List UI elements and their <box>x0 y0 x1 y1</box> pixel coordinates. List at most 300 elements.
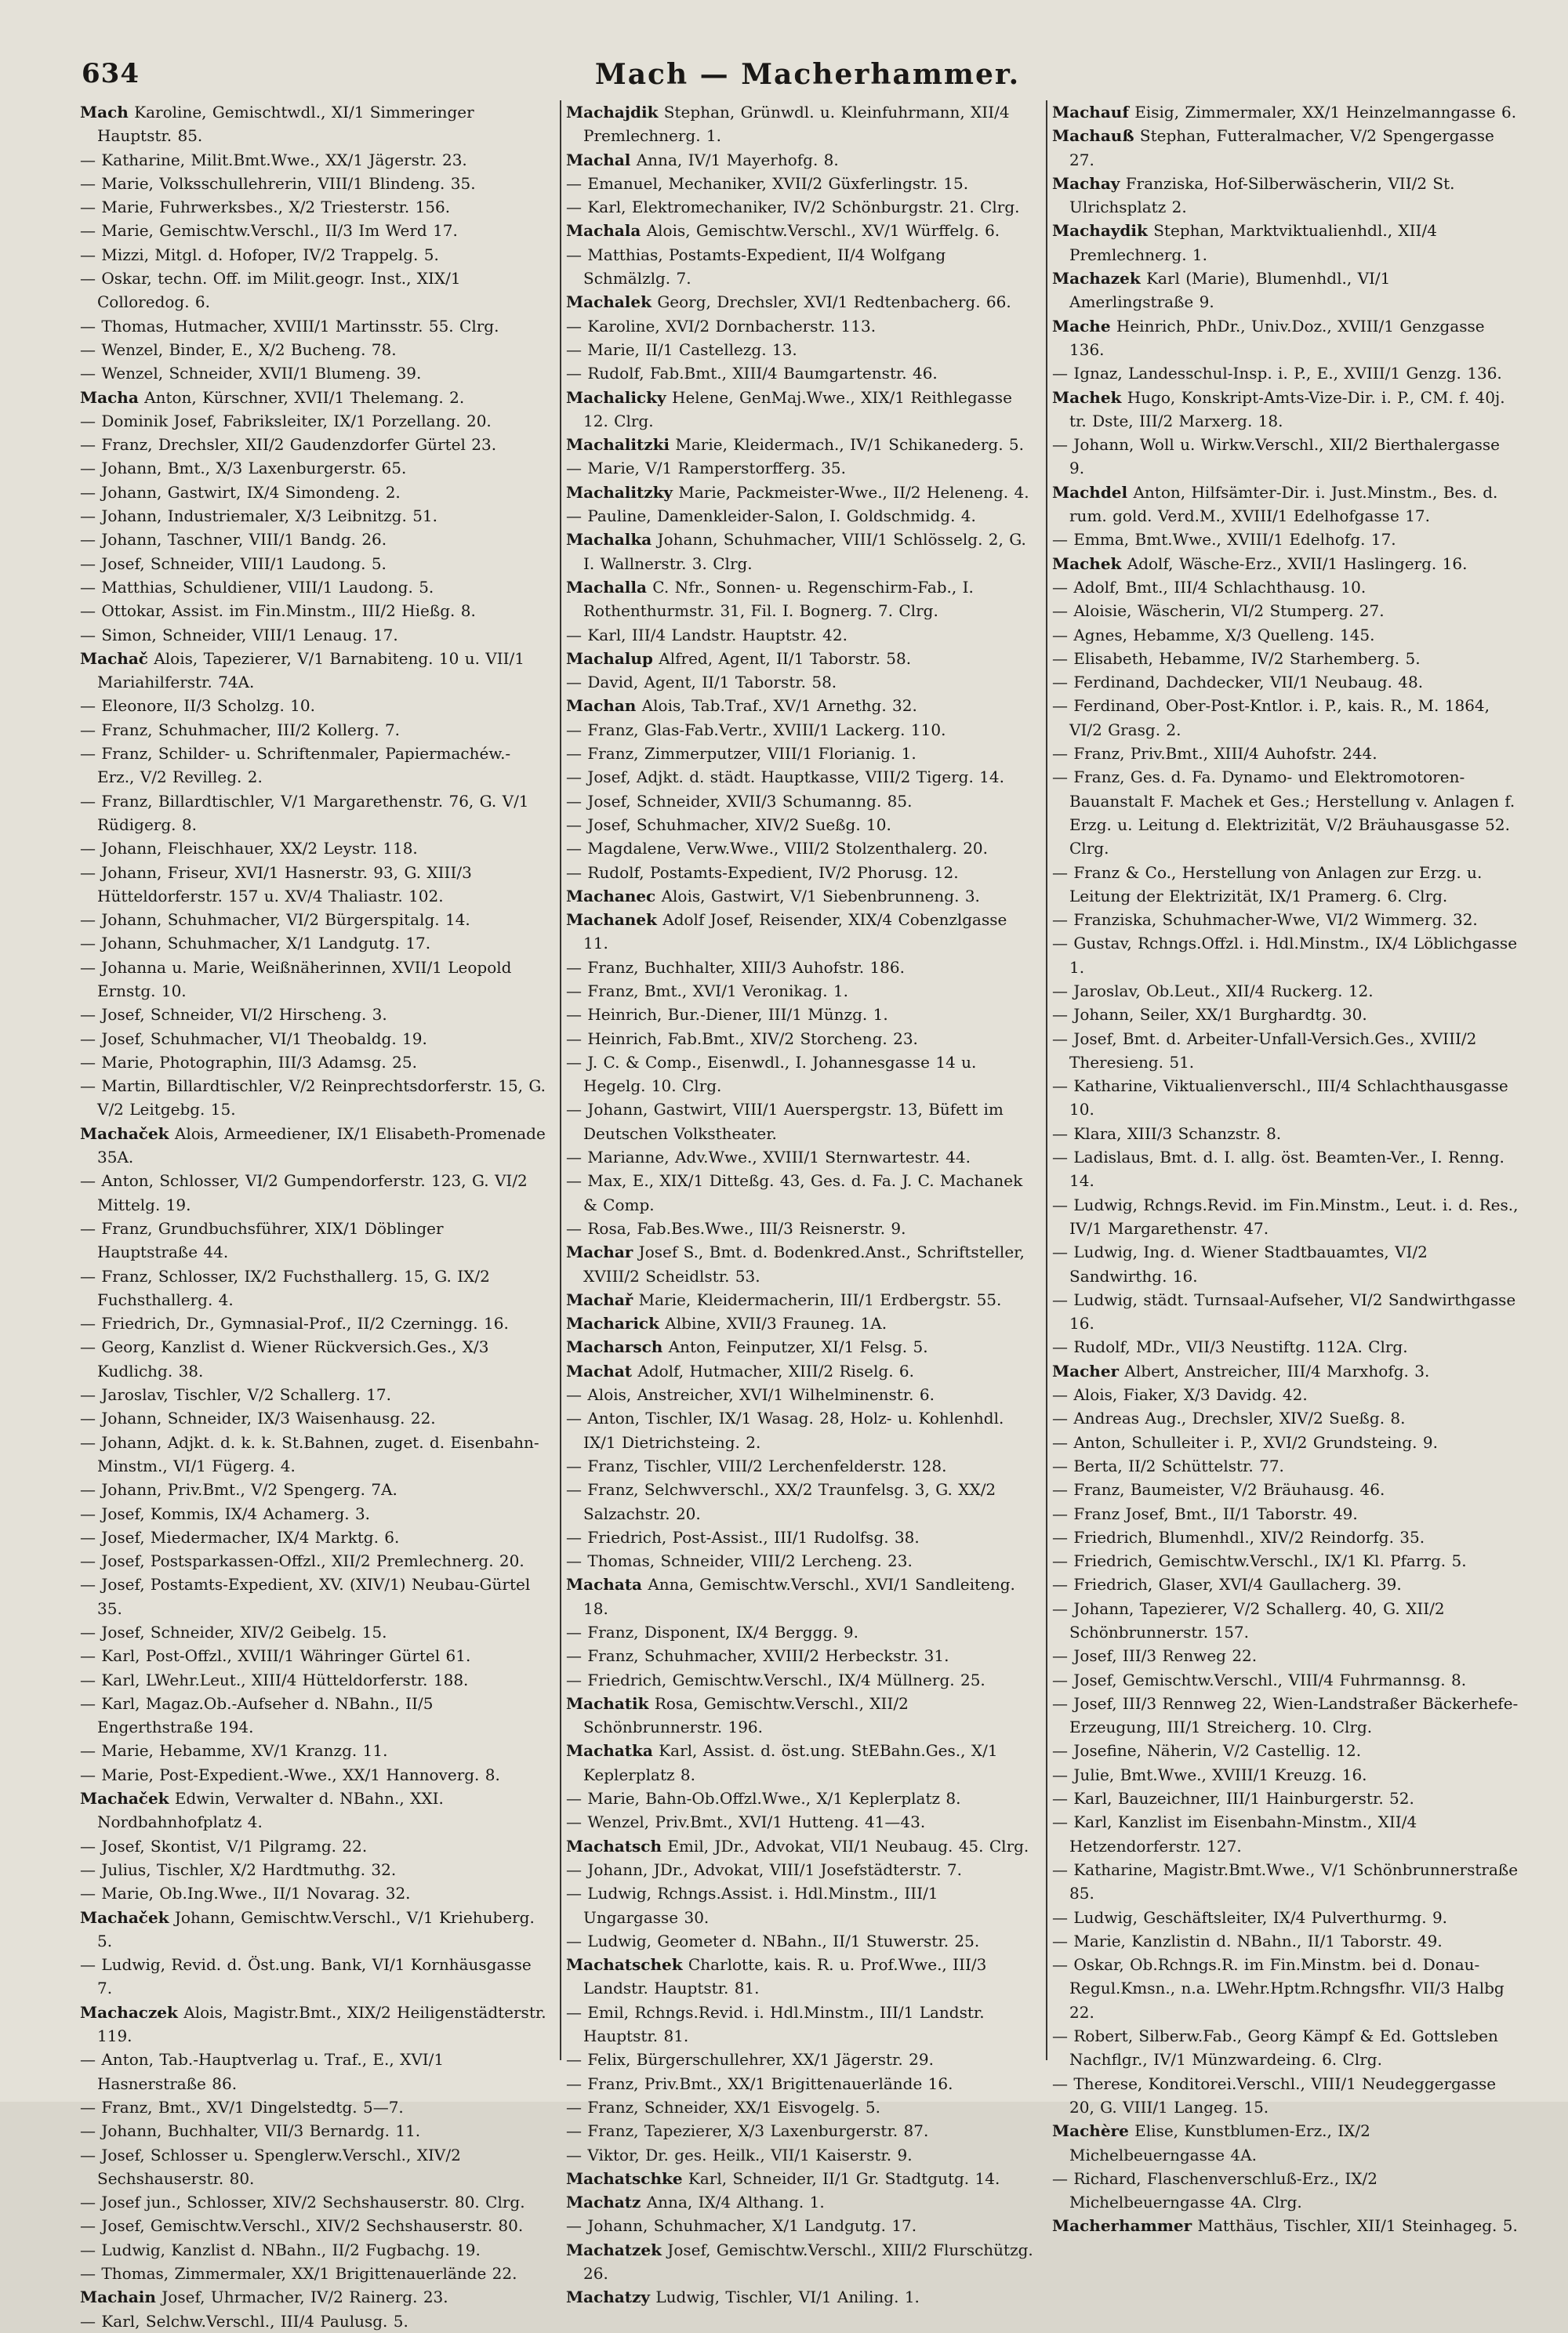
entry-text: — Ferdinand, Dachdecker, VII/1 Neubaug. 48. <box>1052 673 1424 692</box>
entry-text: — Josef, Schneider, VI/2 Hirscheng. 3. <box>80 1005 387 1025</box>
directory-entry <box>566 1288 1033 1312</box>
entry-text: Josef, Gemischtw.Verschl., XIII/2 Flurschützg. 26. <box>583 2240 1033 2284</box>
directory-entry <box>1052 908 1519 931</box>
directory-entry <box>80 2001 547 2048</box>
entry-text: — Ludwig, städt. Turnsaal-Aufseher, VI/2 Sandwirthgasse 16. <box>1052 1290 1516 1333</box>
directory-entry <box>566 2214 1033 2237</box>
directory-entry <box>80 1335 547 1383</box>
surname-heading: Machalek <box>566 292 652 312</box>
entry-text: Anton, Feinputzer, XI/1 Felsg. 5. <box>662 1337 928 1357</box>
directory-entry <box>566 647 1033 670</box>
directory-entry <box>566 148 1033 172</box>
entry-text: Anna, Gemischtw.Verschl., XVI/1 Sandleiteng. 18. <box>583 1575 1015 1618</box>
entry-text: — Jaroslav, Tischler, V/2 Schallerg. 17. <box>80 1385 392 1405</box>
directory-entry <box>1052 2072 1519 2120</box>
directory-entry <box>566 433 1033 456</box>
running-title: Mach — Macherhammer. <box>594 58 1021 91</box>
surname-heading: Machdel <box>1052 482 1128 502</box>
directory-entry <box>566 2143 1033 2167</box>
directory-entry <box>80 1122 547 1170</box>
directory-entry <box>566 884 1033 908</box>
directory-entry <box>1052 1193 1519 1241</box>
entry-text: Anton, Kürschner, XVII/1 Thelemang. 2. <box>138 387 465 407</box>
directory-entry <box>1052 623 1519 647</box>
directory-entry <box>566 1050 1033 1098</box>
entry-text: — Katharine, Magistr.Bmt.Wwe., V/1 Schönbrunnerstraße 85. <box>1052 1860 1519 1903</box>
entry-text: — Klara, XIII/3 Schanzstr. 8. <box>1052 1123 1282 1143</box>
directory-entry <box>80 481 547 504</box>
directory-entry <box>1052 314 1519 362</box>
entry-text: — Friedrich, Blumenhdl., XIV/2 Reindorfg. 35. <box>1052 1527 1425 1547</box>
entry-text: — Franziska, Schuhmacher-Wwe, VI/2 Wimmerg. 32. <box>1052 910 1478 930</box>
directory-entry <box>566 2001 1033 2048</box>
directory-entry <box>1052 1431 1519 1454</box>
directory-entry <box>1052 1122 1519 1145</box>
directory-entry <box>566 670 1033 694</box>
directory-entry <box>80 1834 547 1858</box>
entry-text: — Friedrich, Glaser, XVI/4 Gaullacherg. 39. <box>1052 1575 1402 1595</box>
entry-text: — Elisabeth, Hebamme, IV/2 Starhemberg. 5. <box>1052 648 1421 668</box>
surname-heading: Machauß <box>1052 126 1134 146</box>
directory-entry <box>566 195 1033 219</box>
directory-entry <box>1052 100 1519 124</box>
directory-entry <box>80 2285 547 2309</box>
entry-text: Alois, Gemischtw.Verschl., XV/1 Würffelg. 6. <box>641 221 1000 241</box>
surname-heading: Machalka <box>566 530 652 550</box>
entry-text: — Franz, Glas-Fab.Vertr., XVIII/1 Lackerg. 110. <box>566 720 946 739</box>
surname-heading: Machalitzki <box>566 435 670 455</box>
directory-entry <box>566 1454 1033 1478</box>
directory-entry <box>566 1526 1033 1549</box>
entry-text: — Josef, Miedermacher, IX/4 Marktg. 6. <box>80 1527 400 1547</box>
directory-entry <box>80 2262 547 2285</box>
entry-text: — Marie, Photographin, III/3 Adamsg. 25. <box>80 1052 417 1072</box>
directory-entry <box>80 956 547 1003</box>
entry-text: — Johanna u. Marie, Weißnäherinnen, XVII/1 Leopold Ernstg. 10. <box>80 957 512 1000</box>
entry-text: Emil, JDr., Advokat, VII/1 Neubaug. 45. Clrg. <box>662 1836 1029 1856</box>
entry-text: — Heinrich, Fab.Bmt., XIV/2 Storcheng. 23. <box>566 1029 918 1048</box>
directory-entry <box>1052 1739 1519 1762</box>
entry-text: — Johann, Buchhalter, VII/3 Bernardg. 11. <box>80 2121 421 2141</box>
directory-entry <box>80 931 547 955</box>
entry-text: — Karl, Bauzeichner, III/1 Hainburgerstr. 52. <box>1052 1789 1414 1809</box>
entry-text: — Marianne, Adv.Wwe., XVIII/1 Sternwartestr. 44. <box>566 1148 971 1167</box>
entry-text: — Josef, Schneider, XVII/3 Schumanng. 85. <box>566 791 913 811</box>
directory-entry <box>80 1668 547 1692</box>
surname-heading: Machatka <box>566 1741 653 1761</box>
entry-text: Alois, Tab.Traf., XV/1 Arnethg. 32. <box>636 696 917 716</box>
directory-entry <box>566 1240 1033 1288</box>
surname-heading: Machal <box>566 150 631 169</box>
surname-heading: Machala <box>566 221 641 241</box>
entry-text: — Josef jun., Schlosser, XIV/2 Sechshauserstr. 80. Clrg. <box>80 2193 525 2212</box>
entry-text: Hugo, Konskript-Amts-Vize-Dir. i. P., CM. f. 40j. tr. Dste, III/2 Marxerg. 18. <box>1069 387 1505 430</box>
directory-entry <box>80 1431 547 1479</box>
directory-entry <box>1052 670 1519 694</box>
entry-text: Georg, Drechsler, XVI/1 Redtenbacherg. 66. <box>651 292 1011 312</box>
entry-text: Josef, Uhrmacher, IV/2 Rainerg. 23. <box>155 2288 448 2307</box>
entry-text: — Josef, Schuhmacher, VI/1 Theobaldg. 19. <box>80 1029 427 1048</box>
directory-entry <box>1052 1906 1519 1929</box>
entry-text: — Johann, Industriemaler, X/3 Leibnitzg. 51. <box>80 506 438 526</box>
directory-entry <box>566 1217 1033 1240</box>
entry-text: — Johann, Schuhmacher, X/1 Landgutg. 17. <box>566 2216 917 2236</box>
entry-text: Matthäus, Tischler, XII/1 Steinhageg. 5. <box>1192 2216 1518 2236</box>
entry-text: — Franz, Bmt., XVI/1 Veronikag. 1. <box>566 981 848 1000</box>
directory-entry <box>80 623 547 647</box>
entry-text: — Alois, Anstreicher, XVI/1 Wilhelminenstr. 6. <box>566 1385 935 1405</box>
entry-text: Karl, Schneider, II/1 Gr. Stadtgutg. 14. <box>682 2168 1000 2188</box>
directory-entry <box>80 694 547 717</box>
directory-entry <box>566 1834 1033 1858</box>
entry-text: — Karl, III/4 Landstr. Hauptstr. 42. <box>566 625 848 644</box>
entry-text: Marie, Packmeister-Wwe., II/2 Heleneng. 4. <box>673 482 1029 502</box>
surname-heading: Machatzy <box>566 2288 650 2307</box>
directory-entry <box>566 1478 1033 1526</box>
entry-text: — Ludwig, Kanzlist d. NBahn., II/2 Fugbachg. 19. <box>80 2240 481 2259</box>
directory-entry <box>566 789 1033 813</box>
directory-entry <box>80 1526 547 1549</box>
entry-text: — Ludwig, Geschäftsleiter, IX/4 Pulverthurmg. 9. <box>1052 1907 1448 1927</box>
entry-text: — Robert, Silberw.Fab., Georg Kämpf & Ed. Gottsleben Nachflgr., IV/1 Münzwardeing. 6. Clrg. <box>1052 2026 1498 2070</box>
surname-heading: Mach <box>80 103 129 122</box>
entry-text: — Franz Josef, Bmt., II/1 Taborstr. 49. <box>1052 1504 1358 1523</box>
entry-text: — Johann, Schneider, IX/3 Waisenhausg. 22. <box>80 1409 436 1428</box>
surname-heading: Machat <box>566 1361 633 1381</box>
directory-entry <box>1052 481 1519 528</box>
directory-entry <box>80 647 547 695</box>
directory-entry <box>566 1335 1033 1359</box>
directory-entry <box>80 386 547 409</box>
directory-entry <box>80 599 547 622</box>
entry-text: — Georg, Kanzlist d. Wiener Rückversich.Ges., X/3 Kudlichg. 38. <box>80 1337 489 1381</box>
directory-entry <box>566 1169 1033 1217</box>
directory-entry <box>566 1359 1033 1383</box>
entry-text: — Franz, Schlosser, IX/2 Fuchsthallerg. 15, G. IX/2 Fuchsthallerg. 4. <box>80 1266 490 1309</box>
directory-entry <box>80 1763 547 1787</box>
entry-text: — Josefine, Näherin, V/2 Castellig. 12. <box>1052 1741 1362 1761</box>
directory-entry <box>1052 361 1519 385</box>
directory-entry <box>1052 2119 1519 2167</box>
directory-entry <box>80 2095 547 2119</box>
directory-entry <box>566 1406 1033 1454</box>
entry-text: — Franz, Priv.Bmt., XIII/4 Auhofstr. 244. <box>1052 744 1377 764</box>
directory-entry <box>80 1074 547 1122</box>
directory-entry <box>1052 1027 1519 1075</box>
entry-text: Karl, Assist. d. öst.ung. StEBahn.Ges., X/1 Keplerplatz 8. <box>583 1741 998 1784</box>
entry-text: — Marie, Post-Expedient.-Wwe., XX/1 Hannoverg. 8. <box>80 1765 500 1784</box>
entry-text: — Oskar, techn. Off. im Milit.geogr. Inst., XIX/1 Colloredog. 6. <box>80 269 461 312</box>
entry-text: — Johann, Seiler, XX/1 Burghardtg. 30. <box>1052 1005 1367 1025</box>
entry-text: Heinrich, PhDr., Univ.Doz., XVIII/1 Genzgasse 136. <box>1069 316 1485 359</box>
entry-text: — Johann, Adjkt. d. k. k. St.Bahnen, zuget. d. Eisenbahn-Minstm., VI/1 Fügerg. 4. <box>80 1432 539 1475</box>
directory-entry <box>566 361 1033 385</box>
entry-text: — Franz, Schilder- u. Schriftenmaler, Papiermachéw.-Erz., V/2 Revilleg. 2. <box>80 744 511 787</box>
entry-text: — Berta, II/2 Schüttelstr. 77. <box>1052 1456 1284 1475</box>
directory-entry <box>1052 1454 1519 1478</box>
entry-text: — Franz, Selchwverschl., XX/2 Traunfelsg. 3, G. XX/2 Salzachstr. 20. <box>566 1480 996 1523</box>
directory-entry <box>80 2309 547 2333</box>
entry-text: — Katharine, Viktualienverschl., III/4 Schlachthausgasse 10. <box>1052 1076 1508 1119</box>
surname-heading: Machař <box>566 1290 633 1309</box>
entry-text: — Karl, Selchw.Verschl., III/4 Paulusg. 5. <box>80 2311 408 2331</box>
entry-text: — Karl, LWehr.Leut., XIII/4 Hütteldorferstr. 188. <box>80 1670 469 1689</box>
directory-entry <box>566 623 1033 647</box>
directory-entry <box>566 1739 1033 1787</box>
entry-text: — Franz, Priv.Bmt., XX/1 Brigittenauerlände 16. <box>566 2074 953 2093</box>
directory-entry <box>80 1264 547 1312</box>
directory-entry <box>80 2238 547 2262</box>
entry-text: Johann, Schuhmacher, VIII/1 Schlösselg. 2, G. I. Wallnerstr. 3. Clrg. <box>583 530 1026 573</box>
entry-text: — Franz, Disponent, IX/4 Berggg. 9. <box>566 1623 858 1642</box>
directory-entry <box>1052 1668 1519 1692</box>
entry-text: — Mizzi, Mitgl. d. Hofoper, IV/2 Trappelg. 5. <box>80 245 439 264</box>
entry-text: — Marie, Volksschullehrerin, VIII/1 Blindeng. 35. <box>80 173 476 193</box>
directory-entry <box>80 1549 547 1573</box>
directory-entry <box>1052 765 1519 860</box>
directory-entry <box>1052 1858 1519 1906</box>
directory-entry <box>566 2238 1033 2286</box>
surname-heading: Macha <box>80 387 139 407</box>
surname-heading: Machaydik <box>1052 221 1148 241</box>
directory-entry <box>80 1478 547 1501</box>
entry-text: — Katharine, Milit.Bmt.Wwe., XX/1 Jägerstr. 23. <box>80 150 467 169</box>
directory-entry <box>1052 979 1519 1003</box>
directory-entry <box>80 1573 547 1620</box>
entry-text: — Pauline, Damenkleider-Salon, I. Goldschmidg. 4. <box>566 506 976 526</box>
directory-column-2 <box>566 100 1033 2307</box>
entry-text: — Karl, Elektromechaniker, IV/2 Schönburgstr. 21. Clrg. <box>566 198 1020 217</box>
surname-heading: Machač <box>80 648 148 668</box>
directory-entry <box>1052 1526 1519 1549</box>
surname-heading: Machère <box>1052 2121 1129 2141</box>
directory-entry <box>566 979 1033 1003</box>
directory-entry <box>80 1906 547 1954</box>
entry-text: — Josef, Bmt. d. Arbeiter-Unfall-Versich.Ges., XVIII/2 Theresieng. 51. <box>1052 1029 1477 1072</box>
directory-entry <box>80 219 547 242</box>
directory-entry <box>1052 1692 1519 1740</box>
directory-entry <box>1052 552 1519 575</box>
entry-text: — Therese, Konditorei.Verschl., VIII/1 Neudeggergasse 20, G. VIII/1 Langeg. 15. <box>1052 2074 1497 2117</box>
directory-entry <box>80 1312 547 1335</box>
directory-entry <box>80 2143 547 2191</box>
directory-entry <box>80 1502 547 1526</box>
entry-text: — Franz, Ges. d. Fa. Dynamo- und Elektromotoren-Bauanstalt F. Machek et Ges.; Herstellung v. Anlagen f. Erzg. u. Leitung d. Elektrizität, V/2 Bräuhausgasse 52. Clrg. <box>1052 767 1515 858</box>
entry-text: Helene, GenMaj.Wwe., XIX/1 Reithlegasse 12. Clrg. <box>583 387 1012 430</box>
entry-text: — Julius, Tischler, X/2 Hardtmuthg. 32. <box>80 1860 397 1879</box>
directory-entry <box>80 789 547 837</box>
directory-entry <box>1052 1573 1519 1596</box>
entry-text: — Rudolf, MDr., VII/3 Neustiftg. 112A. Clrg. <box>1052 1337 1408 1357</box>
directory-column-1 <box>80 100 547 2331</box>
directory-entry <box>80 575 547 599</box>
entry-text: — Josef, Gemischtw.Verschl., VIII/4 Fuhrmannsg. 8. <box>1052 1670 1467 1689</box>
directory-entry <box>1052 1383 1519 1406</box>
surname-heading: Machanec <box>566 886 656 905</box>
directory-entry <box>566 172 1033 195</box>
directory-entry <box>1052 1810 1519 1858</box>
entry-text: — Ignaz, Landesschul-Insp. i. P., E., XVIII/1 Genzg. 136. <box>1052 364 1502 383</box>
entry-text: Adolf, Hutmacher, XIII/2 Riselg. 6. <box>632 1361 915 1381</box>
surname-heading: Machatschek <box>566 1955 683 1975</box>
surname-heading: Machay <box>1052 173 1120 193</box>
entry-text: — Franz, Tapezierer, X/3 Laxenburgerstr. 87. <box>566 2121 929 2141</box>
page-header <box>78 58 1537 96</box>
entry-text: Stephan, Marktviktualienhdl., XII/4 Premlechnerg. 1. <box>1069 221 1437 264</box>
surname-heading: Machain <box>80 2288 156 2307</box>
surname-heading: Machaček <box>80 1123 169 1143</box>
entry-text: Albert, Anstreicher, III/4 Marxhofg. 3. <box>1119 1361 1430 1381</box>
entry-text: — Ludwig, Geometer d. NBahn., II/1 Stuwerstr. 25. <box>566 1931 980 1950</box>
entry-text: — Dominik Josef, Fabriksleiter, IX/1 Porzellang. 20. <box>80 411 492 430</box>
directory-entry <box>80 1003 547 1026</box>
directory-entry <box>566 314 1033 338</box>
directory-entry <box>80 456 547 480</box>
entry-text: — Thomas, Schneider, VIII/2 Lercheng. 23. <box>566 1551 913 1571</box>
entry-text: — Martin, Billardtischler, V/2 Reinprechtsdorferstr. 15, G. V/2 Leitgebg. 15. <box>80 1076 546 1119</box>
directory-entry <box>80 908 547 931</box>
directory-entry <box>1052 861 1519 909</box>
entry-text: — Josef, Postsparkassen-Offzl., XII/2 Premlechnerg. 20. <box>80 1551 524 1571</box>
directory-entry <box>80 1953 547 2001</box>
entry-text: — Julie, Bmt.Wwe., XVIII/1 Kreuzg. 16. <box>1052 1765 1367 1784</box>
surname-heading: Machan <box>566 696 637 716</box>
directory-entry <box>566 1383 1033 1406</box>
directory-entry <box>1052 172 1519 220</box>
directory-entry <box>80 195 547 219</box>
surname-heading: Machaczek <box>80 2002 178 2022</box>
entry-text: — Josef, Schneider, XIV/2 Geibelg. 15. <box>80 1623 387 1642</box>
entry-text: — Richard, Flaschenverschluß-Erz., IX/2 Michelbeuerngasse 4A. Clrg. <box>1052 2168 1377 2212</box>
entry-text: — Felix, Bürgerschullehrer, XX/1 Jägerstr. 29. <box>566 2050 934 2070</box>
entry-text: Alois, Magistr.Bmt., XIX/2 Heiligenstädterstr. 119. <box>97 2002 546 2046</box>
entry-text: — Heinrich, Bur.-Diener, III/1 Münzg. 1. <box>566 1005 888 1025</box>
directory-entry <box>80 1858 547 1881</box>
entry-text: — Ottokar, Assist. im Fin.Minstm., III/2 Hießg. 8. <box>80 601 476 621</box>
directory-entry <box>80 1739 547 1762</box>
directory-entry <box>566 243 1033 291</box>
directory-entry <box>566 2190 1033 2214</box>
entry-text: — Josef, III/3 Rennweg 22, Wien-Landstraßer Bäckerhefe-Erzeugung, III/1 Streicherg. 10. Clrg. <box>1052 1693 1519 1737</box>
entry-text: — Ladislaus, Bmt. d. I. allg. öst. Beamten-Ver., I. Renng. 14. <box>1052 1148 1504 1191</box>
surname-heading: Machajdik <box>566 103 659 122</box>
directory-entry <box>566 956 1033 979</box>
entry-text: — J. C. & Comp., Eisenwdl., I. Johannesgasse 14 u. Hegelg. 10. Clrg. <box>566 1052 977 1096</box>
directory-entry <box>1052 528 1519 551</box>
entry-text: Rosa, Gemischtw.Verschl., XII/2 Schönbrunnerstr. 196. <box>583 1693 909 1737</box>
directory-entry <box>566 1145 1033 1169</box>
entry-text: — Johann, JDr., Advokat, VIII/1 Josefstädterstr. 7. <box>566 1860 963 1879</box>
entry-text: — Johann, Schuhmacher, VI/2 Bürgerspitalg. 14. <box>80 910 470 930</box>
entry-text: — Franz, Drechsler, XII/2 Gaudenzdorfer Gürtel 23. <box>80 435 497 455</box>
entry-text: — Thomas, Zimmermaler, XX/1 Brigittenauerlände 22. <box>80 2264 517 2284</box>
entry-text: — Friedrich, Gemischtw.Verschl., IX/1 Kl. Pfarrg. 5. <box>1052 1551 1467 1571</box>
entry-text: — Friedrich, Post-Assist., III/1 Rudolfsg. 38. <box>566 1527 920 1547</box>
entry-text: — Josef, III/3 Renweg 22. <box>1052 1646 1258 1666</box>
directory-entry <box>566 1953 1033 2001</box>
directory-entry <box>1052 1335 1519 1359</box>
directory-entry <box>566 861 1033 884</box>
directory-entry <box>80 172 547 195</box>
entry-text: Johann, Gemischtw.Verschl., V/1 Kriehuberg. 5. <box>97 1907 535 1950</box>
directory-entry <box>566 1881 1033 1929</box>
entry-text: Edwin, Verwalter d. NBahn., XXI. Nordbahnhofplatz 4. <box>97 1789 444 1832</box>
surname-heading: Machalla <box>566 577 647 597</box>
directory-entry <box>566 1003 1033 1026</box>
directory-entry <box>80 2190 547 2214</box>
entry-text: — Johann, Gastwirt, VIII/1 Auerspergstr. 13, Büfett im Deutschen Volkstheater. <box>566 1100 1004 1143</box>
directory-entry <box>566 1027 1033 1050</box>
entry-text: — Franz, Schuhmacher, III/2 Kollerg. 7. <box>80 720 401 739</box>
entry-text: — Emma, Bmt.Wwe., XVIII/1 Edelhofg. 17. <box>1052 530 1396 550</box>
directory-entry <box>80 1787 547 1834</box>
directory-entry <box>1052 1288 1519 1336</box>
directory-entry <box>566 1692 1033 1740</box>
directory-entry <box>1052 1478 1519 1501</box>
entry-text: — Oskar, Ob.Rchngs.R. im Fin.Minstm. bei d. Donau-Regul.Kmsn., n.a. LWehr.Hptm.Rchngsfhr. VII/3 Halbg 22. <box>1052 1955 1504 2022</box>
entry-text: Elise, Kunstblumen-Erz., IX/2 Michelbeuerngasse 4A. <box>1069 2121 1370 2164</box>
entry-text: — Ludwig, Revid. d. Öst.ung. Bank, VI/1 Kornhäusgasse 7. <box>80 1955 532 1998</box>
surname-heading: Machek <box>1052 553 1122 573</box>
entry-text: — Rosa, Fab.Bes.Wwe., III/3 Reisnerstr. 9. <box>566 1218 906 1238</box>
entry-text: — Marie, Fuhrwerksbes., X/2 Triesterstr. 156. <box>80 198 451 217</box>
directory-entry <box>566 742 1033 765</box>
entry-text: Stephan, Futteralmacher, V/2 Spengergasse 27. <box>1069 126 1494 169</box>
directory-entry <box>566 1098 1033 1145</box>
directory-entry <box>80 2048 547 2095</box>
entry-text: — Marie, Gemischtw.Verschl., II/3 Im Werd 17. <box>80 221 458 241</box>
entry-text: — Josef, Kommis, IX/4 Achamerg. 3. <box>80 1504 371 1523</box>
entry-text: Alois, Tapezierer, V/1 Barnabiteng. 10 u. VII/1 Mariahilferstr. 74A. <box>97 648 524 692</box>
directory-entry <box>566 2072 1033 2095</box>
directory-entry <box>566 1312 1033 1335</box>
directory-entry <box>80 1027 547 1050</box>
entry-text: Franziska, Hof-Silberwäscherin, VII/2 St. Ulrichsplatz 2. <box>1069 173 1455 217</box>
directory-entry <box>80 1644 547 1667</box>
entry-text: — Andreas Aug., Drechsler, XIV/2 Sueßg. 8. <box>1052 1409 1406 1428</box>
entry-text: — Franz, Billardtischler, V/1 Margarethenstr. 76, G. V/1 Rüdigerg. 8. <box>80 791 529 834</box>
surname-heading: Machatz <box>566 2193 641 2212</box>
surname-heading: Macharsch <box>566 1337 663 1357</box>
directory-entry <box>80 361 547 385</box>
directory-entry <box>80 314 547 338</box>
surname-heading: Machatik <box>566 1693 649 1713</box>
entry-text: — Anton, Tab.-Hauptverlag u. Traf., E., XVI/1 Hasnerstraße 86. <box>80 2050 445 2093</box>
directory-entry <box>80 100 547 148</box>
entry-text: — Eleonore, II/3 Scholzg. 10. <box>80 696 315 716</box>
entry-text: Marie, Kleidermach., IV/1 Schikanederg. 5. <box>670 435 1025 455</box>
entry-text: — Karl, Magaz.Ob.-Aufseher d. NBahn., II/5 Engerthstraße 194. <box>80 1693 434 1737</box>
entry-text: — David, Agent, II/1 Taborstr. 58. <box>566 673 837 692</box>
entry-text: Marie, Kleidermacherin, III/1 Erdbergstr. 55. <box>633 1290 1002 1309</box>
directory-entry <box>1052 1597 1519 1645</box>
entry-text: Karl (Marie), Blumenhdl., VI/1 Amerlingstraße 9. <box>1069 269 1391 312</box>
surname-heading: Machaček <box>80 1907 169 1927</box>
entry-text: — Josef, Adjkt. d. städt. Hauptkasse, VIII/2 Tigerg. 14. <box>566 767 1004 787</box>
entry-text: — Karl, Kanzlist im Eisenbahn-Minstm., XII/4 Hetzendorferstr. 127. <box>1052 1812 1417 1856</box>
entry-text: — Gustav, Rchngs.Offzl. i. Hdl.Minstm., IX/4 Löblichgasse 1. <box>1052 934 1518 977</box>
entry-text: — Friedrich, Gemischtw.Verschl., IX/4 Müllnerg. 25. <box>566 1670 985 1689</box>
entry-text: — Friedrich, Dr., Gymnasial-Prof., II/2 Czerningg. 16. <box>80 1314 509 1333</box>
directory-entry <box>566 290 1033 314</box>
directory-entry <box>566 1668 1033 1692</box>
entry-text: — Marie, Kanzlistin d. NBahn., II/1 Taborstr. 49. <box>1052 1931 1443 1950</box>
surname-heading: Machatsch <box>566 1836 662 1856</box>
directory-entry <box>80 148 547 172</box>
surname-heading: Macherhammer <box>1052 2216 1192 2236</box>
entry-text: — Franz, Tischler, VIII/2 Lerchenfelderstr. 128. <box>566 1456 947 1475</box>
directory-entry <box>566 219 1033 242</box>
